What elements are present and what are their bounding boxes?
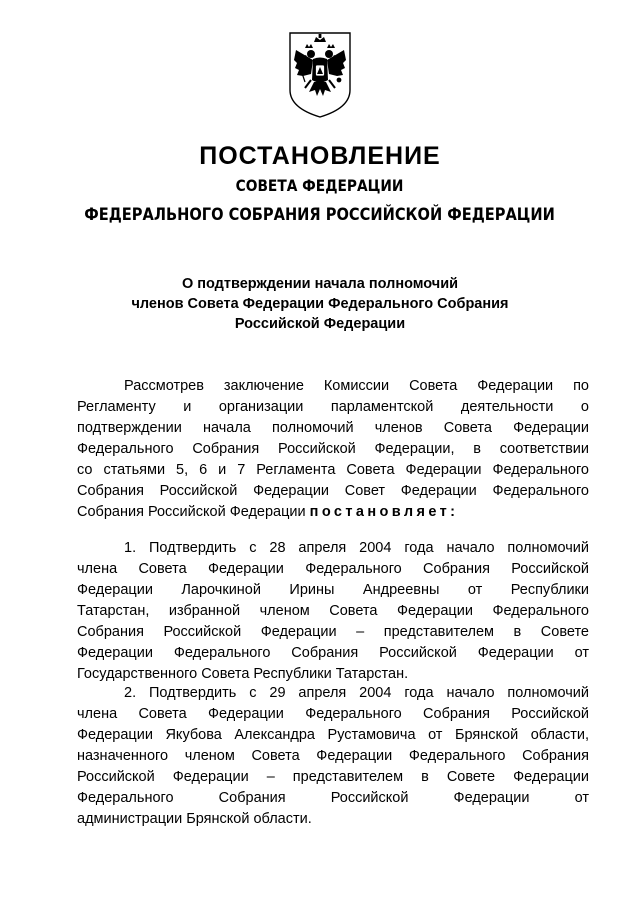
text-line: Федерации Якубова Александра Рустамовича от Брянской области,	[77, 727, 589, 743]
text-line: 2. Подтвердить с 29 апреля 2004 года начало полномочий	[124, 685, 589, 701]
text-line: Собрания Российской Федерации постановляет:	[77, 504, 459, 520]
text-line: подтверждении начала полномочий членов Совета Федерации	[77, 420, 589, 436]
document-subject	[0, 274, 640, 334]
decree-word: постановляет:	[309, 504, 459, 520]
issuing-body-line-1: СОВЕТА ФЕДЕРАЦИИ	[236, 176, 404, 195]
text-line: со статьями 5, 6 и 7 Регламента Совета Федерации Федерального	[77, 462, 589, 478]
text-line: Татарстан, избранной членом Совета Федерации Федерального	[77, 603, 589, 619]
text-line: администрации Брянской области.	[77, 811, 312, 827]
issuing-body-line-2: ФЕДЕРАЛЬНОГО СОБРАНИЯ РОССИЙСКОЙ ФЕДЕРАЦИИ	[84, 205, 556, 225]
subject-line: членов Совета Федерации Федерального Собрания	[131, 296, 509, 312]
resolution-item-2	[77, 683, 589, 830]
text-line: Регламенту и организации парламентской деятельности о	[77, 399, 589, 415]
subject-line: Российской Федерации	[234, 316, 406, 332]
russian-coat-of-arms-icon	[287, 30, 353, 120]
text-line: Федерации Федерального Собрания Российской Федерации от	[77, 645, 589, 661]
document-title: ПОСТАНОВЛЕНИЕ	[199, 142, 441, 170]
text-line: 1. Подтвердить с 28 апреля 2004 года начало полномочий	[124, 540, 589, 556]
text-line: Собрания Российской Федерации Совет Федерации Федерального	[77, 483, 589, 499]
text-line: члена Совета Федерации Федерального Собрания Российской	[77, 706, 589, 722]
subject-line: О подтверждении начала полномочий	[181, 276, 459, 292]
text-line: Государственного Совета Республики Татарстан.	[77, 666, 409, 682]
text-line: Федерации Ларочкиной Ирины Андреевны от Республики	[77, 582, 589, 598]
text-line: Федерального Собрания Российской Федерации, в соответствии	[77, 441, 589, 457]
preamble-paragraph	[77, 376, 589, 523]
text-line: назначенного членом Совета Федерации Федерального Собрания	[77, 748, 589, 764]
text-line: Собрания Российской Федерации – представителем в Совете	[77, 624, 589, 640]
text-line: Рассмотрев заключение Комиссии Совета Федерации по	[124, 378, 589, 394]
text-line: члена Совета Федерации Федерального Собрания Российской	[77, 561, 589, 577]
resolution-item-1	[77, 538, 589, 685]
text-line: Федерального Собрания Российской Федерации от	[77, 790, 589, 806]
text-line: Российской Федерации – представителем в Совете Федерации	[77, 769, 589, 785]
